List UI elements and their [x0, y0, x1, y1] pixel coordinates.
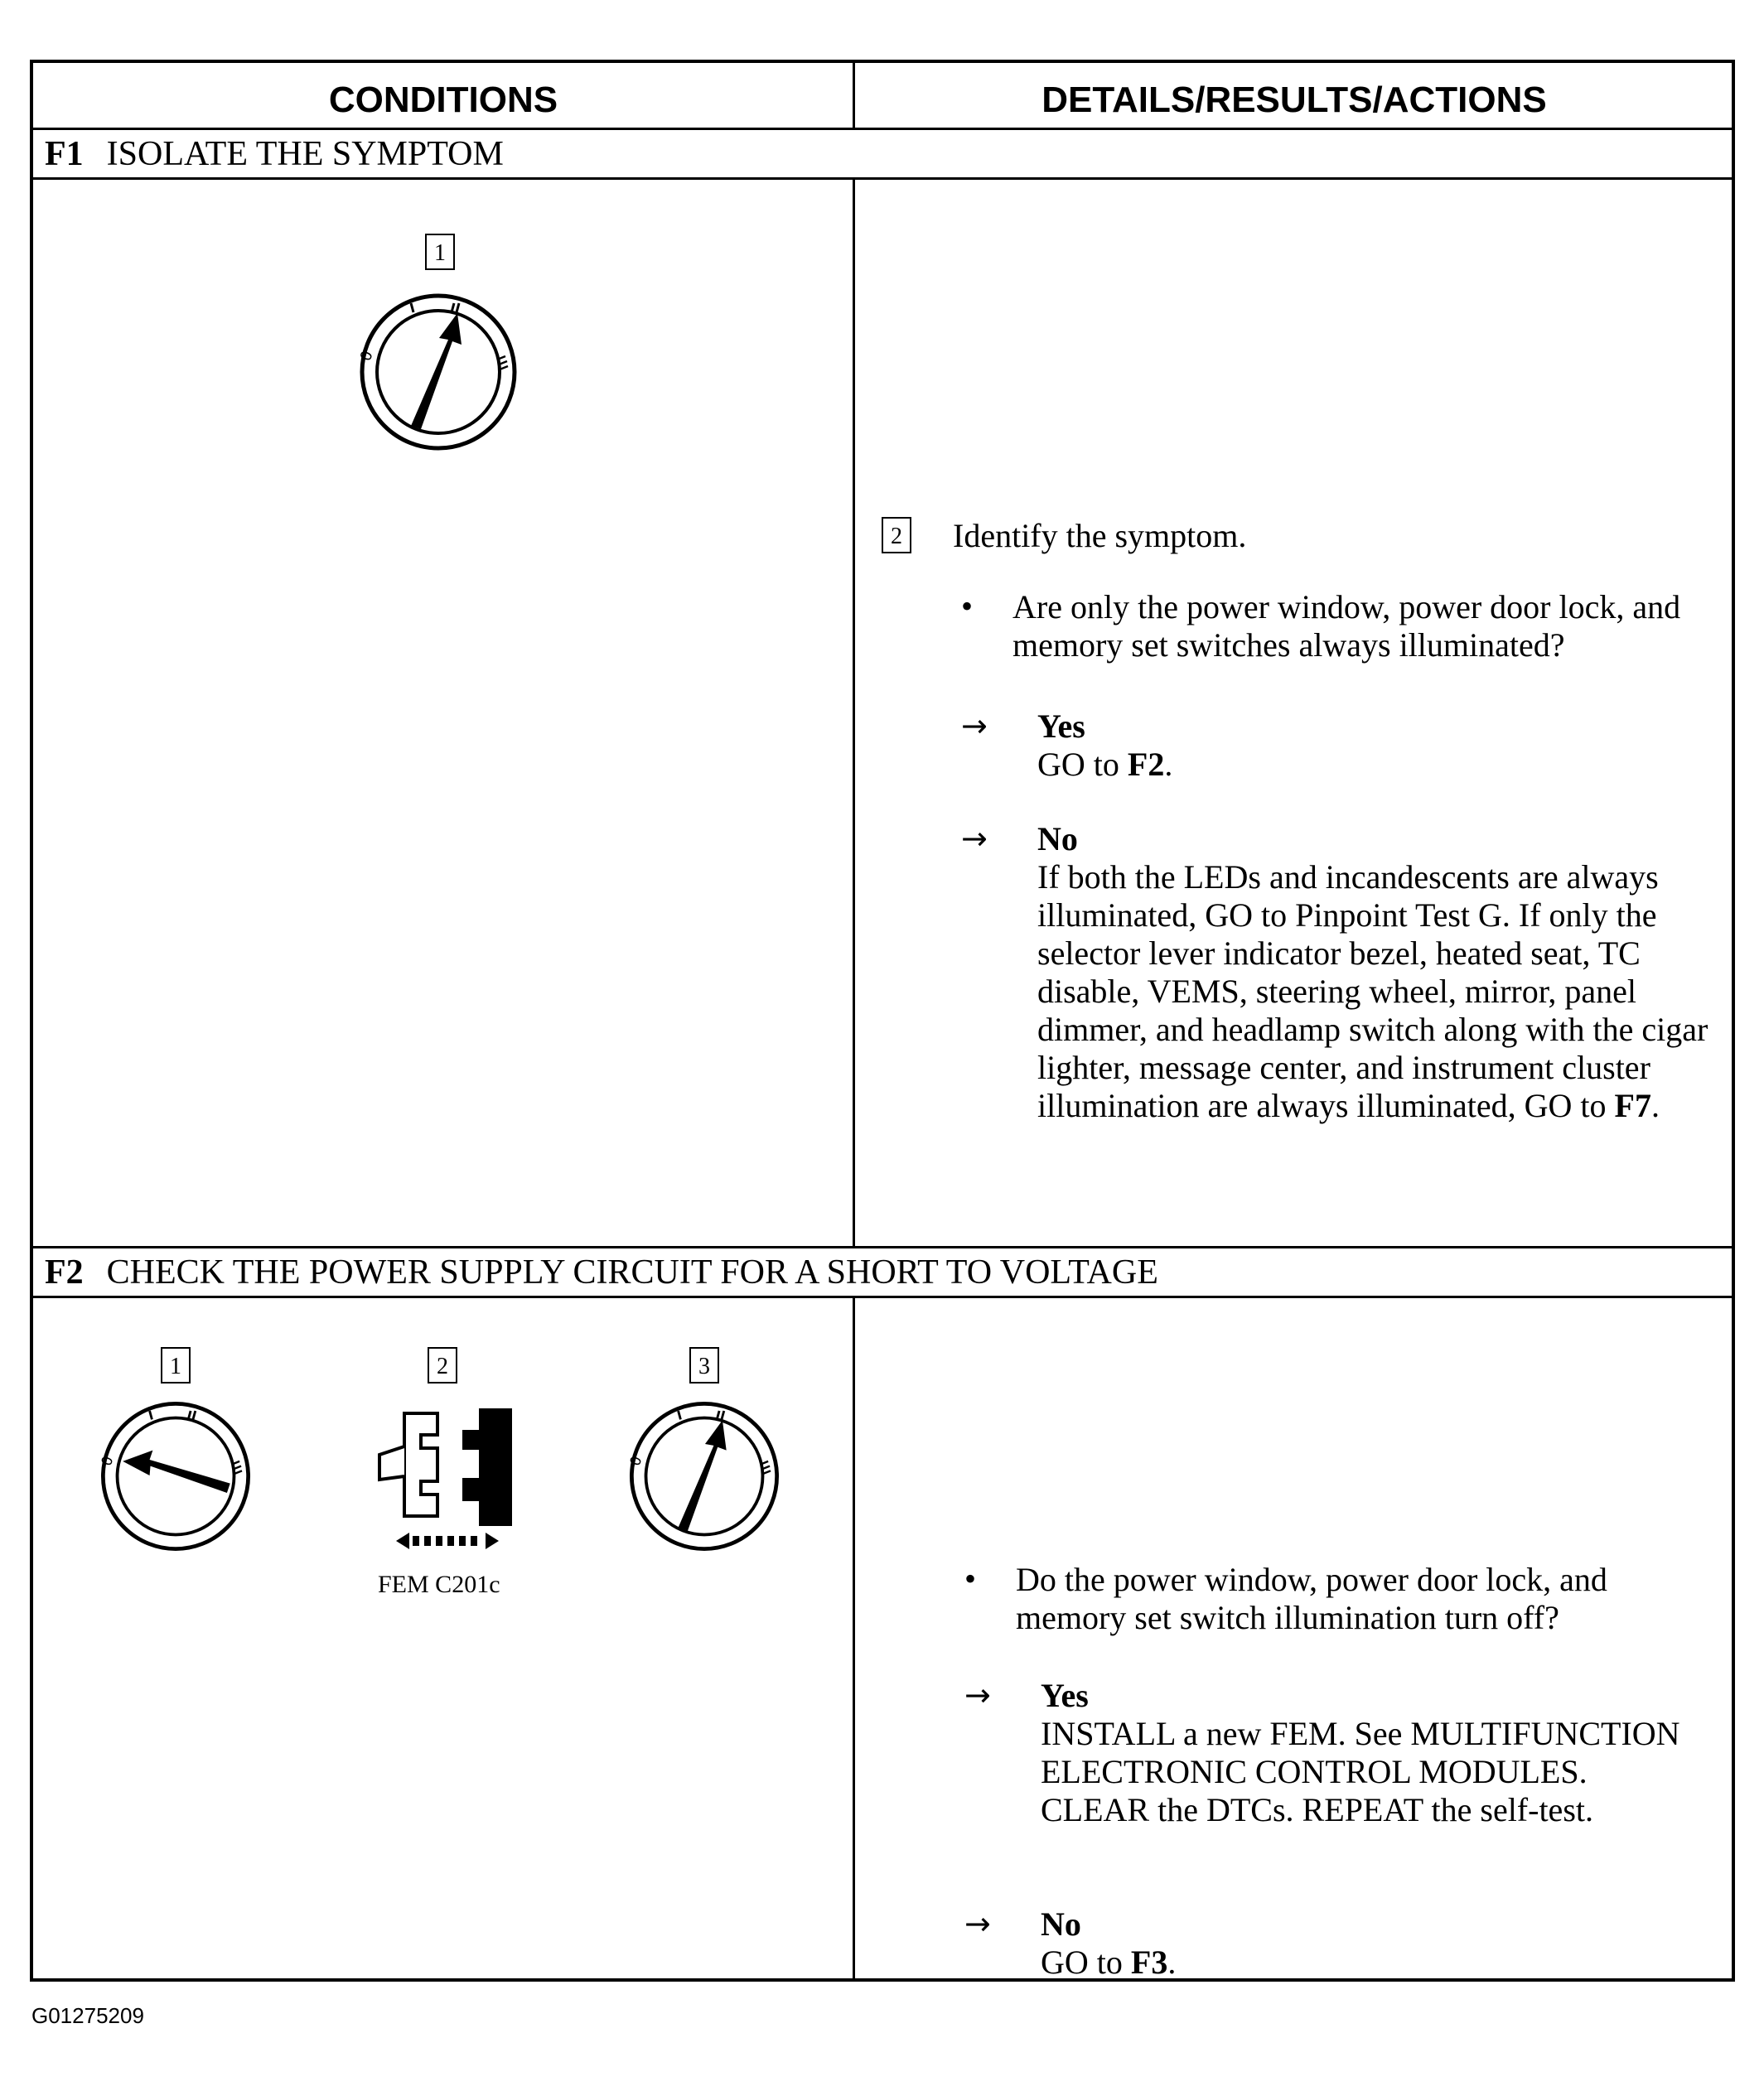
step-number-box: 1 — [425, 234, 455, 270]
divider — [853, 177, 855, 1248]
arrow-right-icon: → — [964, 1677, 991, 1713]
divider — [33, 1296, 1732, 1298]
conditions-header: CONDITIONS — [328, 80, 558, 120]
section-title-text: ISOLATE THE SYMPTOM — [106, 135, 504, 173]
no-label: No — [1037, 820, 1078, 857]
details-header: DETAILS/RESULTS/ACTIONS — [1041, 80, 1547, 120]
question-text: Do the power window, power door lock, and memory set switch illumination turn off? — [1016, 1561, 1607, 1636]
ignition-switch-run-icon — [351, 285, 525, 459]
arrow-right-icon: → — [961, 820, 988, 857]
question-text: Are only the power window, power door lock, and memory set switches always illuminated? — [1012, 588, 1681, 664]
divider — [853, 1296, 855, 1982]
step-number-box: 1 — [161, 1347, 191, 1384]
svg-text:0: 0 — [98, 1454, 118, 1469]
divider — [33, 1246, 1732, 1248]
section-title-f2 — [45, 1253, 1158, 1292]
yes-label: Yes — [1037, 707, 1085, 745]
section-title-text: CHECK THE POWER SUPPLY CIRCUIT FOR A SHORT TO VOLTAGE — [106, 1253, 1158, 1292]
section-code: F2 — [45, 1253, 84, 1292]
diagnostic-table — [30, 60, 1735, 1982]
connector-caption: FEM C201c — [378, 1571, 500, 1598]
section-code: F1 — [45, 135, 84, 173]
ignition-switch-off-icon — [93, 1393, 259, 1559]
yes-action: INSTALL a new FEM. See MULTIFUNCTION ELECTRONIC CONTROL MODULES. CLEAR the DTCs. REPEAT the self-test. — [1041, 1715, 1680, 1828]
yes-action: GO to F2. — [1037, 746, 1173, 783]
ignition-switch-run-icon — [621, 1393, 787, 1559]
no-action: If both the LEDs and incandescents are always illuminated, GO to Pinpoint Test G. If only the selector lever indicator bezel, heated seat, TC disable, VEMS, steering wheel, mirror, panel dimmer, and headlamp switch along with the cigar lighter, message center, and instrument cluster illumination are always illuminated, GO to F7. — [1037, 858, 1708, 1124]
no-action: GO to F3. — [1041, 1944, 1177, 1981]
svg-text:0: 0 — [356, 348, 377, 364]
step-number-box: 2 — [428, 1347, 457, 1384]
figure-code: G01275209 — [31, 2003, 144, 2028]
bullet: • — [964, 1560, 977, 1597]
divider — [33, 128, 1732, 130]
step-instruction: Identify the symptom. — [953, 517, 1247, 554]
svg-text:0: 0 — [626, 1454, 646, 1469]
step-number-box: 2 — [882, 517, 911, 553]
divider — [33, 177, 1732, 180]
divider — [853, 63, 855, 128]
connector-disconnect-icon — [361, 1397, 544, 1554]
arrow-right-icon: → — [964, 1905, 991, 1942]
bullet: • — [961, 587, 974, 625]
no-label: No — [1041, 1905, 1081, 1943]
yes-label: Yes — [1041, 1677, 1089, 1714]
step-number-box: 3 — [689, 1347, 719, 1384]
section-title-f1 — [45, 134, 504, 174]
arrow-right-icon: → — [961, 707, 988, 744]
